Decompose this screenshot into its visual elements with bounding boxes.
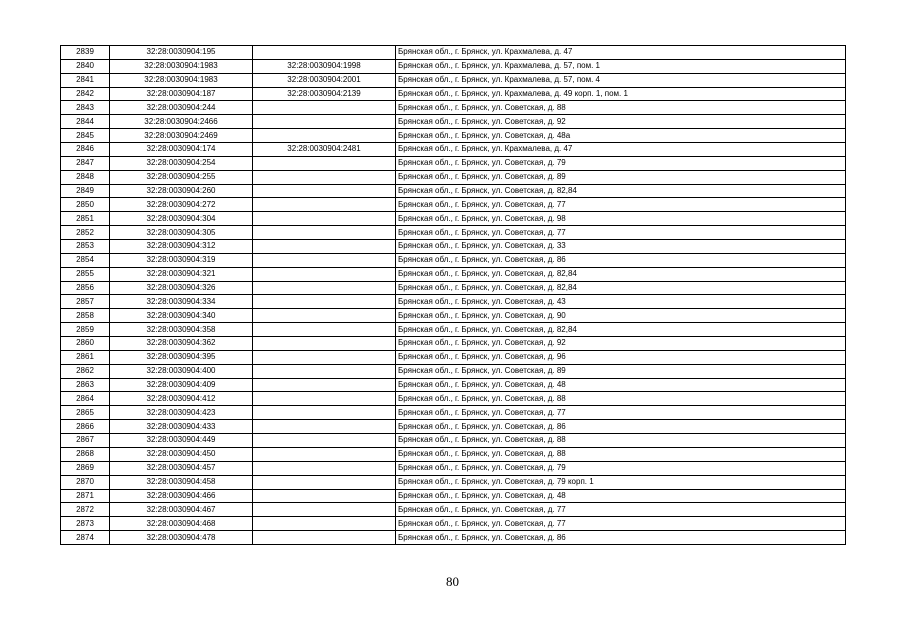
table-row [61,156,846,170]
table-row [61,350,846,364]
address-cell: Брянская обл., г. Брянск, ул. Советская, д. 98 [396,212,846,226]
related-cadastral-number-cell [253,309,396,323]
cadastral-number-cell: 32:28:0030904:362 [110,337,253,351]
related-cadastral-number-cell [253,295,396,309]
cadastral-number-cell: 32:28:0030904:1983 [110,59,253,73]
related-cadastral-number-cell [253,253,396,267]
row-number-cell: 2862 [61,364,110,378]
cadastral-number-cell: 32:28:0030904:409 [110,378,253,392]
table-row [61,461,846,475]
row-number-cell: 2841 [61,73,110,87]
row-number-cell: 2869 [61,461,110,475]
cadastral-number-cell: 32:28:0030904:321 [110,267,253,281]
table-row [61,129,846,143]
table-row [61,434,846,448]
address-cell: Брянская обл., г. Брянск, ул. Советская, д. 79 [396,156,846,170]
related-cadastral-number-cell [253,46,396,60]
related-cadastral-number-cell [253,461,396,475]
registry-table-body [61,46,846,545]
address-cell: Брянская обл., г. Брянск, ул. Советская, д. 79 корп. 1 [396,475,846,489]
address-cell: Брянская обл., г. Брянск, ул. Советская, д. 82,84 [396,184,846,198]
cadastral-number-cell: 32:28:0030904:458 [110,475,253,489]
table-row [61,212,846,226]
related-cadastral-number-cell [253,447,396,461]
cadastral-number-cell: 32:28:0030904:305 [110,226,253,240]
table-row [61,309,846,323]
related-cadastral-number-cell: 32:28:0030904:2139 [253,87,396,101]
table-row [61,295,846,309]
row-number-cell: 2859 [61,323,110,337]
related-cadastral-number-cell [253,489,396,503]
cadastral-number-cell: 32:28:0030904:412 [110,392,253,406]
row-number-cell: 2870 [61,475,110,489]
cadastral-number-cell: 32:28:0030904:255 [110,170,253,184]
table-row [61,447,846,461]
row-number-cell: 2848 [61,170,110,184]
table-row [61,378,846,392]
related-cadastral-number-cell [253,156,396,170]
address-cell: Брянская обл., г. Брянск, ул. Советская, д. 82,84 [396,267,846,281]
related-cadastral-number-cell [253,323,396,337]
row-number-cell: 2844 [61,115,110,129]
row-number-cell: 2843 [61,101,110,115]
row-number-cell: 2855 [61,267,110,281]
address-cell: Брянская обл., г. Брянск, ул. Советская, д. 86 [396,420,846,434]
address-cell: Брянская обл., г. Брянск, ул. Советская, д. 96 [396,350,846,364]
related-cadastral-number-cell [253,170,396,184]
related-cadastral-number-cell [253,129,396,143]
table-row [61,73,846,87]
address-cell: Брянская обл., г. Брянск, ул. Советская, д. 88 [396,434,846,448]
related-cadastral-number-cell [253,475,396,489]
related-cadastral-number-cell [253,434,396,448]
address-cell: Брянская обл., г. Брянск, ул. Советская, д. 82,84 [396,281,846,295]
cadastral-number-cell: 32:28:0030904:395 [110,350,253,364]
cadastral-number-cell: 32:28:0030904:187 [110,87,253,101]
cadastral-number-cell: 32:28:0030904:423 [110,406,253,420]
address-cell: Брянская обл., г. Брянск, ул. Советская, д. 92 [396,337,846,351]
row-number-cell: 2839 [61,46,110,60]
related-cadastral-number-cell [253,503,396,517]
row-number-cell: 2850 [61,198,110,212]
related-cadastral-number-cell: 32:28:0030904:2481 [253,143,396,157]
related-cadastral-number-cell [253,281,396,295]
related-cadastral-number-cell [253,267,396,281]
address-cell: Брянская обл., г. Брянск, ул. Советская, д. 77 [396,406,846,420]
row-number-cell: 2854 [61,253,110,267]
related-cadastral-number-cell: 32:28:0030904:1998 [253,59,396,73]
address-cell: Брянская обл., г. Брянск, ул. Советская, д. 77 [396,198,846,212]
cadastral-number-cell: 32:28:0030904:195 [110,46,253,60]
cadastral-number-cell: 32:28:0030904:478 [110,531,253,545]
row-number-cell: 2840 [61,59,110,73]
table-row [61,143,846,157]
table-row [61,323,846,337]
address-cell: Брянская обл., г. Брянск, ул. Советская, д. 88 [396,447,846,461]
table-row [61,226,846,240]
table-row [61,281,846,295]
related-cadastral-number-cell [253,198,396,212]
row-number-cell: 2846 [61,143,110,157]
cadastral-number-cell: 32:28:0030904:340 [110,309,253,323]
row-number-cell: 2858 [61,309,110,323]
registry-table [60,45,846,545]
cadastral-number-cell: 32:28:0030904:254 [110,156,253,170]
address-cell: Брянская обл., г. Брянск, ул. Советская, д. 77 [396,226,846,240]
address-cell: Брянская обл., г. Брянск, ул. Советская, д. 86 [396,531,846,545]
cadastral-number-cell: 32:28:0030904:449 [110,434,253,448]
row-number-cell: 2856 [61,281,110,295]
cadastral-number-cell: 32:28:0030904:334 [110,295,253,309]
table-row [61,87,846,101]
address-cell: Брянская обл., г. Брянск, ул. Крахмалева, д. 57, пом. 1 [396,59,846,73]
related-cadastral-number-cell [253,364,396,378]
address-cell: Брянская обл., г. Брянск, ул. Советская, д. 48а [396,129,846,143]
address-cell: Брянская обл., г. Брянск, ул. Советская, д. 92 [396,115,846,129]
cadastral-number-cell: 32:28:0030904:260 [110,184,253,198]
address-cell: Брянская обл., г. Брянск, ул. Советская, д. 88 [396,101,846,115]
cadastral-number-cell: 32:28:0030904:312 [110,240,253,254]
cadastral-number-cell: 32:28:0030904:457 [110,461,253,475]
table-row [61,503,846,517]
related-cadastral-number-cell [253,406,396,420]
cadastral-number-cell: 32:28:0030904:400 [110,364,253,378]
cadastral-number-cell: 32:28:0030904:174 [110,143,253,157]
row-number-cell: 2864 [61,392,110,406]
row-number-cell: 2865 [61,406,110,420]
cadastral-number-cell: 32:28:0030904:319 [110,253,253,267]
row-number-cell: 2873 [61,517,110,531]
table-row [61,101,846,115]
table-row [61,170,846,184]
table-row [61,364,846,378]
address-cell: Брянская обл., г. Брянск, ул. Крахмалева, д. 47 [396,143,846,157]
table-row [61,59,846,73]
cadastral-number-cell: 32:28:0030904:468 [110,517,253,531]
address-cell: Брянская обл., г. Брянск, ул. Советская, д. 43 [396,295,846,309]
related-cadastral-number-cell: 32:28:0030904:2001 [253,73,396,87]
table-row [61,531,846,545]
address-cell: Брянская обл., г. Брянск, ул. Советская, д. 88 [396,392,846,406]
related-cadastral-number-cell [253,378,396,392]
related-cadastral-number-cell [253,420,396,434]
table-row [61,475,846,489]
address-cell: Брянская обл., г. Брянск, ул. Советская, д. 77 [396,517,846,531]
table-row [61,406,846,420]
row-number-cell: 2866 [61,420,110,434]
address-cell: Брянская обл., г. Брянск, ул. Советская, д. 48 [396,378,846,392]
address-cell: Брянская обл., г. Брянск, ул. Советская, д. 86 [396,253,846,267]
cadastral-number-cell: 32:28:0030904:467 [110,503,253,517]
related-cadastral-number-cell [253,226,396,240]
row-number-cell: 2861 [61,350,110,364]
cadastral-number-cell: 32:28:0030904:2466 [110,115,253,129]
address-cell: Брянская обл., г. Брянск, ул. Крахмалева, д. 57, пом. 4 [396,73,846,87]
row-number-cell: 2842 [61,87,110,101]
row-number-cell: 2852 [61,226,110,240]
row-number-cell: 2867 [61,434,110,448]
cadastral-number-cell: 32:28:0030904:466 [110,489,253,503]
cadastral-number-cell: 32:28:0030904:244 [110,101,253,115]
row-number-cell: 2849 [61,184,110,198]
table-row [61,489,846,503]
address-cell: Брянская обл., г. Брянск, ул. Советская, д. 48 [396,489,846,503]
row-number-cell: 2860 [61,337,110,351]
row-number-cell: 2857 [61,295,110,309]
table-row [61,198,846,212]
cadastral-number-cell: 32:28:0030904:433 [110,420,253,434]
row-number-cell: 2851 [61,212,110,226]
address-cell: Брянская обл., г. Брянск, ул. Крахмалева, д. 49 корп. 1, пом. 1 [396,87,846,101]
related-cadastral-number-cell [253,101,396,115]
cadastral-number-cell: 32:28:0030904:2469 [110,129,253,143]
cadastral-number-cell: 32:28:0030904:272 [110,198,253,212]
cadastral-number-cell: 32:28:0030904:304 [110,212,253,226]
cadastral-number-cell: 32:28:0030904:326 [110,281,253,295]
table-row [61,115,846,129]
table-row [61,184,846,198]
row-number-cell: 2845 [61,129,110,143]
related-cadastral-number-cell [253,517,396,531]
table-row [61,46,846,60]
address-cell: Брянская обл., г. Брянск, ул. Советская, д. 79 [396,461,846,475]
cadastral-number-cell: 32:28:0030904:1983 [110,73,253,87]
row-number-cell: 2853 [61,240,110,254]
cadastral-number-cell: 32:28:0030904:450 [110,447,253,461]
row-number-cell: 2874 [61,531,110,545]
page-number: 80 [446,574,459,589]
related-cadastral-number-cell [253,531,396,545]
row-number-cell: 2868 [61,447,110,461]
row-number-cell: 2872 [61,503,110,517]
related-cadastral-number-cell [253,350,396,364]
address-cell: Брянская обл., г. Брянск, ул. Крахмалева, д. 47 [396,46,846,60]
row-number-cell: 2871 [61,489,110,503]
related-cadastral-number-cell [253,337,396,351]
table-row [61,392,846,406]
related-cadastral-number-cell [253,212,396,226]
table-row [61,420,846,434]
address-cell: Брянская обл., г. Брянск, ул. Советская, д. 77 [396,503,846,517]
table-row [61,240,846,254]
related-cadastral-number-cell [253,240,396,254]
table-row [61,267,846,281]
row-number-cell: 2847 [61,156,110,170]
address-cell: Брянская обл., г. Брянск, ул. Советская, д. 33 [396,240,846,254]
row-number-cell: 2863 [61,378,110,392]
address-cell: Брянская обл., г. Брянск, ул. Советская, д. 90 [396,309,846,323]
related-cadastral-number-cell [253,184,396,198]
cadastral-number-cell: 32:28:0030904:358 [110,323,253,337]
related-cadastral-number-cell [253,115,396,129]
address-cell: Брянская обл., г. Брянск, ул. Советская, д. 89 [396,170,846,184]
table-row [61,253,846,267]
address-cell: Брянская обл., г. Брянск, ул. Советская, д. 89 [396,364,846,378]
table-row [61,337,846,351]
address-cell: Брянская обл., г. Брянск, ул. Советская, д. 82,84 [396,323,846,337]
related-cadastral-number-cell [253,392,396,406]
table-row [61,517,846,531]
